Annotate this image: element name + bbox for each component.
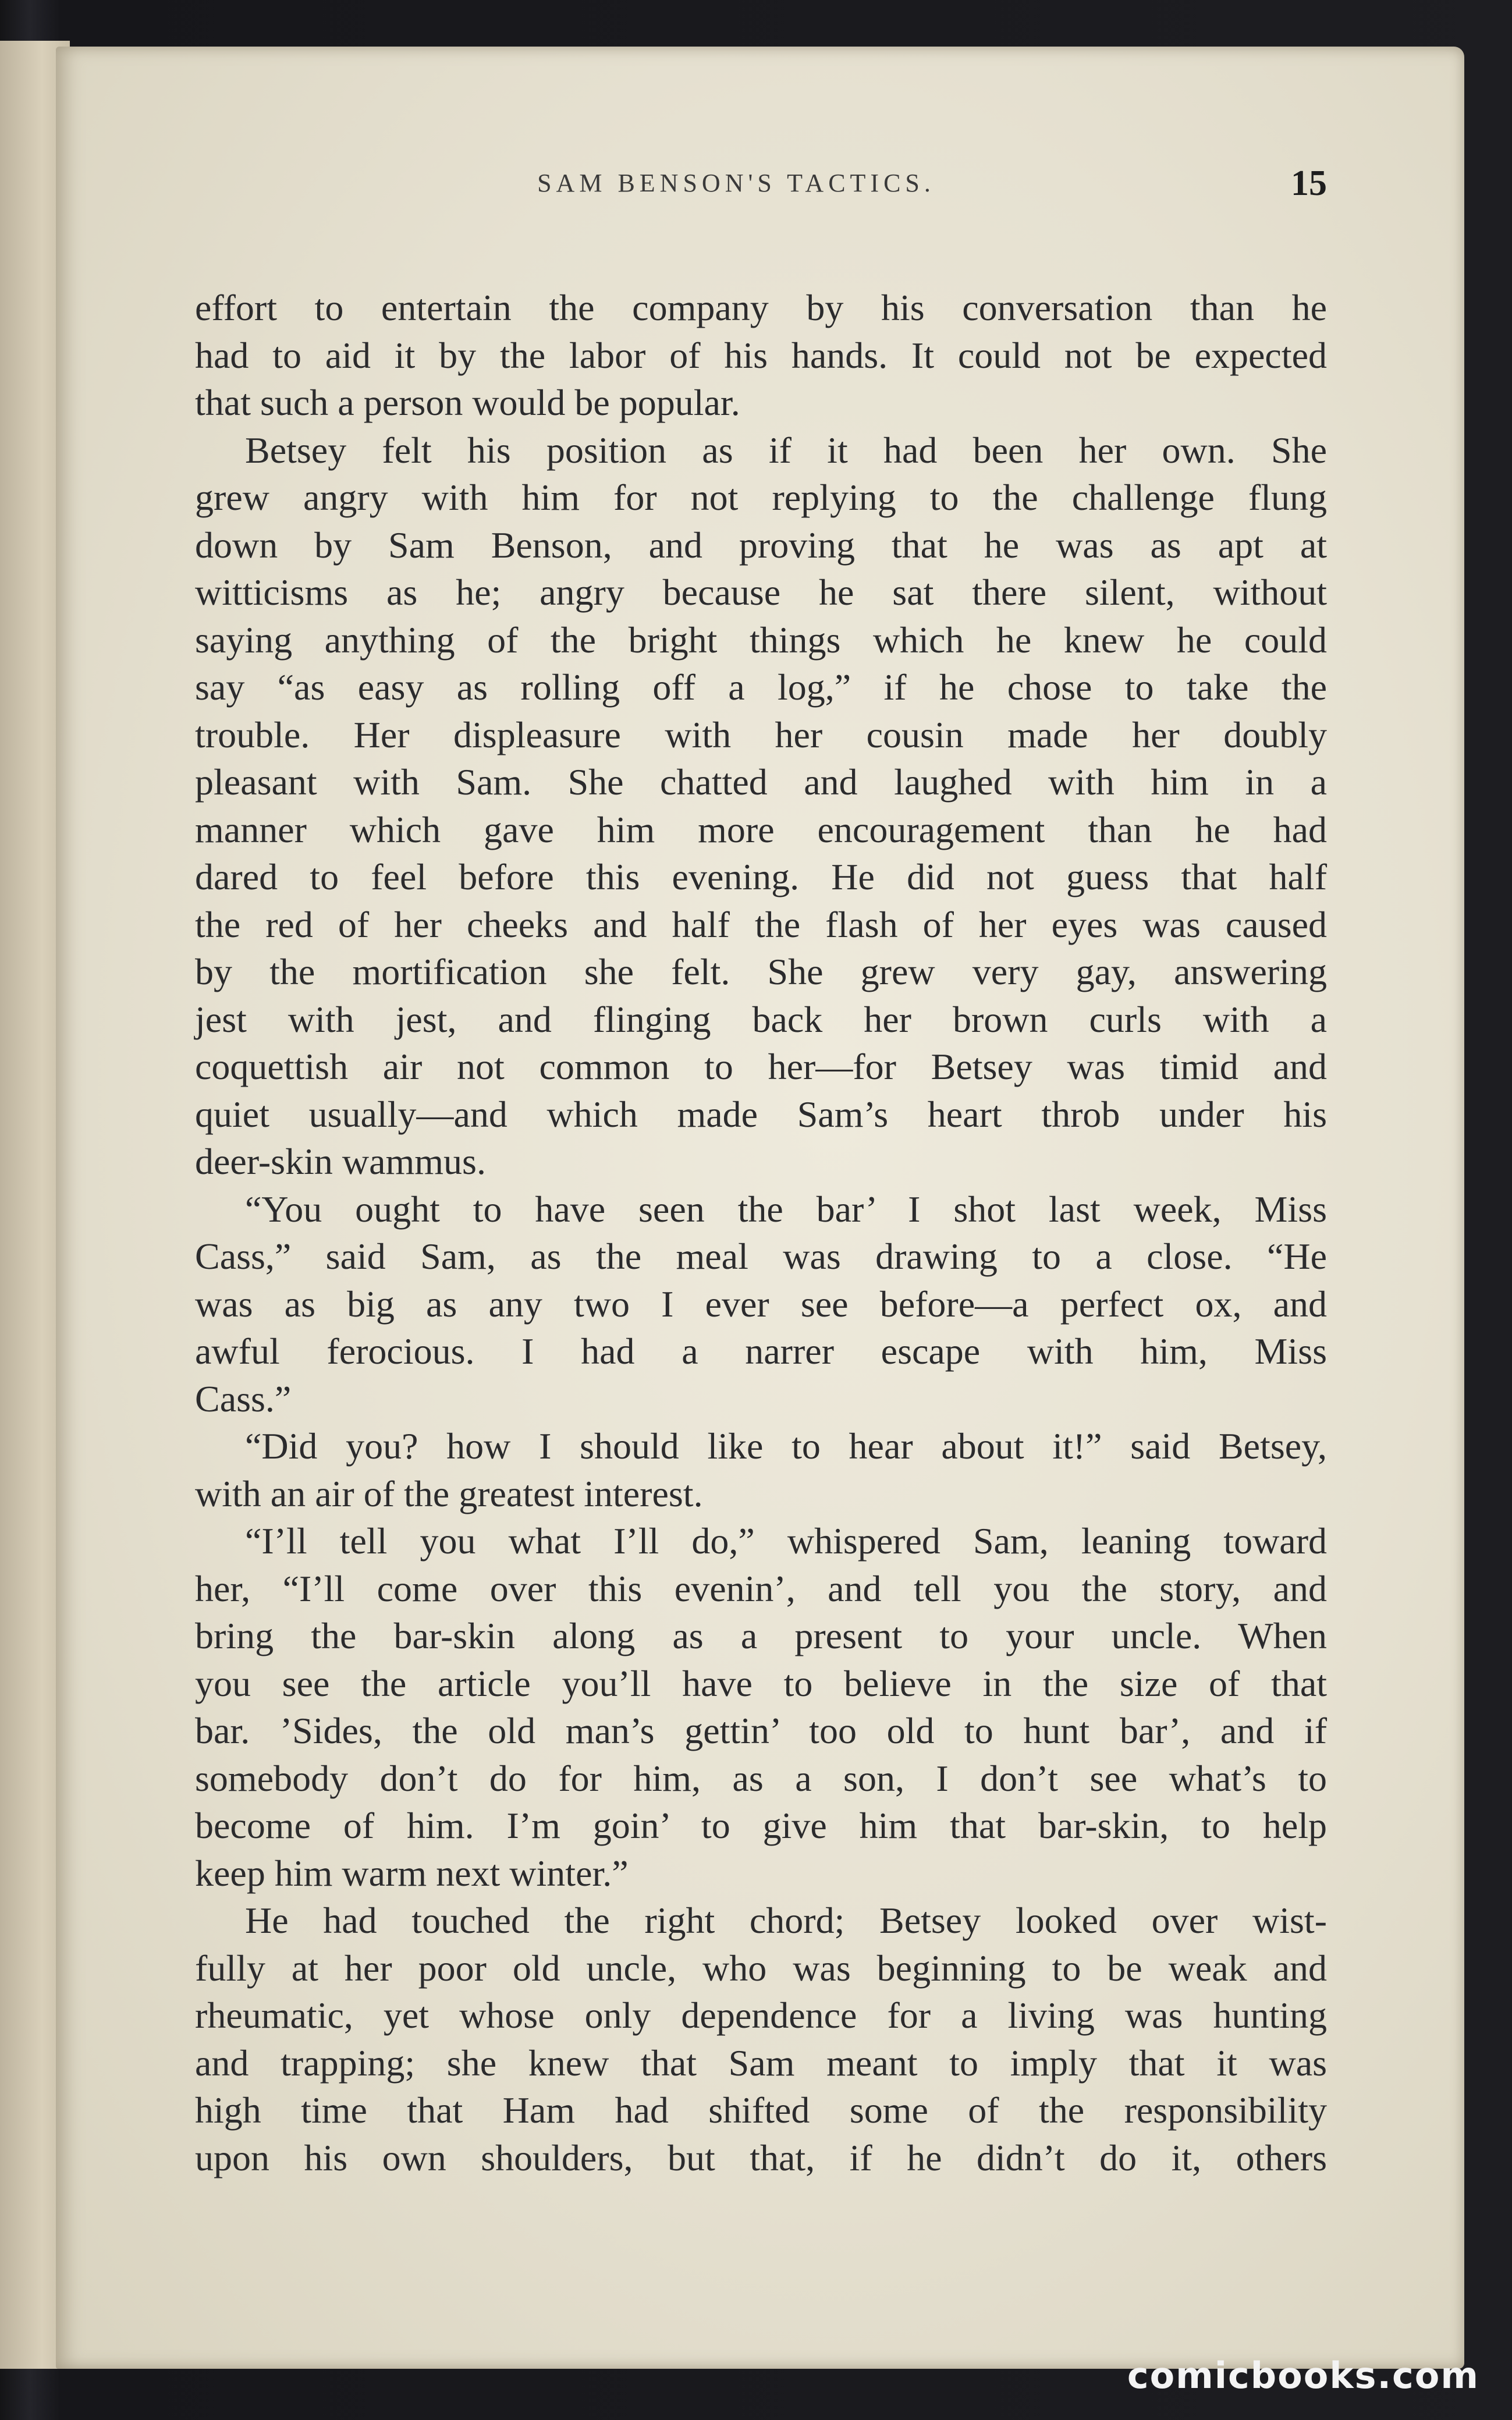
text-line: “I’ll tell you what I’ll do,” whispered Sam, leaning toward — [245, 1520, 1327, 1562]
text-line: “You ought to have seen the bar’ I shot last week, Miss — [245, 1188, 1327, 1230]
text-line: by the mortification she felt. She grew very gay, answering — [195, 951, 1327, 992]
watermark: comicbooks.com — [1127, 2354, 1479, 2397]
page-number: 15 — [1291, 164, 1327, 203]
text-line: witticisms as he; angry because he sat there silent, without — [195, 572, 1327, 613]
text-line: trouble. Her displeasure with her cousin made her doubly — [195, 714, 1327, 755]
text-line: saying anything of the bright things which he knew he could — [195, 619, 1327, 661]
text-line: quiet usually—and which made Sam’s heart throb under his — [195, 1093, 1327, 1135]
running-title: SAM BENSON'S TACTICS. — [537, 169, 935, 197]
text-line: that such a person would be popular. — [195, 382, 740, 423]
text-line: grew angry with him for not replying to the challenge flung — [195, 477, 1327, 518]
text-line: effort to entertain the company by his conversation than he — [195, 287, 1327, 328]
paragraph — [195, 427, 1327, 1186]
paragraph — [195, 1517, 1327, 1897]
text-line: pleasant with Sam. She chatted and laughed with him in a — [195, 761, 1327, 803]
paragraph — [195, 284, 1327, 427]
text-line: Betsey felt his position as if it had been her own. She — [245, 429, 1327, 471]
text-line: manner which gave him more encouragement than he had — [195, 808, 1327, 850]
text-line: the red of her cheeks and half the flash of her eyes was caused — [195, 903, 1327, 945]
text-line: bring the bar-skin along as a present to your uncle. When — [195, 1615, 1327, 1656]
text-line: and trapping; she knew that Sam meant to imply that it was — [195, 2042, 1327, 2084]
text-line: high time that Ham had shifted some of the responsibility — [195, 2089, 1327, 2131]
text-line: rheumatic, yet whose only dependence for a living was hunting — [195, 1995, 1327, 2036]
text-line: dared to feel before this evening. He did not guess that half — [195, 856, 1327, 897]
text-line: somebody don’t do for him, as a son, I don’t see what’s to — [195, 1757, 1327, 1799]
body-text — [195, 284, 1327, 2181]
paragraph — [195, 1186, 1327, 1423]
text-line: become of him. I’m goin’ to give him that bar-skin, to help — [195, 1805, 1327, 1846]
text-line: fully at her poor old uncle, who was beginning to be weak and — [195, 1947, 1327, 1989]
text-line: upon his own shoulders, but that, if he didn’t do it, others — [195, 2137, 1327, 2178]
text-line: had to aid it by the labor of his hands. It could not be expected — [195, 334, 1327, 376]
text-line: awful ferocious. I had a narrer escape with him, Miss — [195, 1330, 1327, 1372]
text-line: Cass.” — [195, 1378, 292, 1420]
text-line: down by Sam Benson, and proving that he was as apt at — [195, 524, 1327, 566]
text-line: say “as easy as rolling off a log,” if he chose to take the — [195, 666, 1327, 708]
paragraph — [195, 1422, 1327, 1517]
text-line: her, “I’ll come over this evenin’, and tell you the story, and — [195, 1567, 1327, 1609]
paragraph — [195, 1897, 1327, 2181]
text-line: with an air of the greatest interest. — [195, 1472, 703, 1514]
text-line: coquettish air not common to her—for Betsey was timid and — [195, 1046, 1327, 1087]
text-line: deer-skin wammus. — [195, 1141, 486, 1182]
text-line: “Did you? how I should like to hear about it!” said Betsey, — [245, 1425, 1327, 1467]
text-line: jest with jest, and flinging back her brown curls with a — [195, 998, 1327, 1040]
text-line: He had touched the right chord; Betsey looked over wist- — [245, 1900, 1327, 1941]
text-line: Cass,” said Sam, as the meal was drawing to a close. “He — [195, 1236, 1327, 1277]
running-head — [145, 157, 1327, 210]
text-line: keep him warm next winter.” — [195, 1852, 629, 1894]
text-line: was as big as any two I ever see before—a perfect ox, and — [195, 1283, 1327, 1325]
text-line: you see the article you’ll have to believe in the size of that — [195, 1662, 1327, 1704]
text-line: bar. ’Sides, the old man’s gettin’ too old to hunt bar’, and if — [195, 1710, 1327, 1751]
